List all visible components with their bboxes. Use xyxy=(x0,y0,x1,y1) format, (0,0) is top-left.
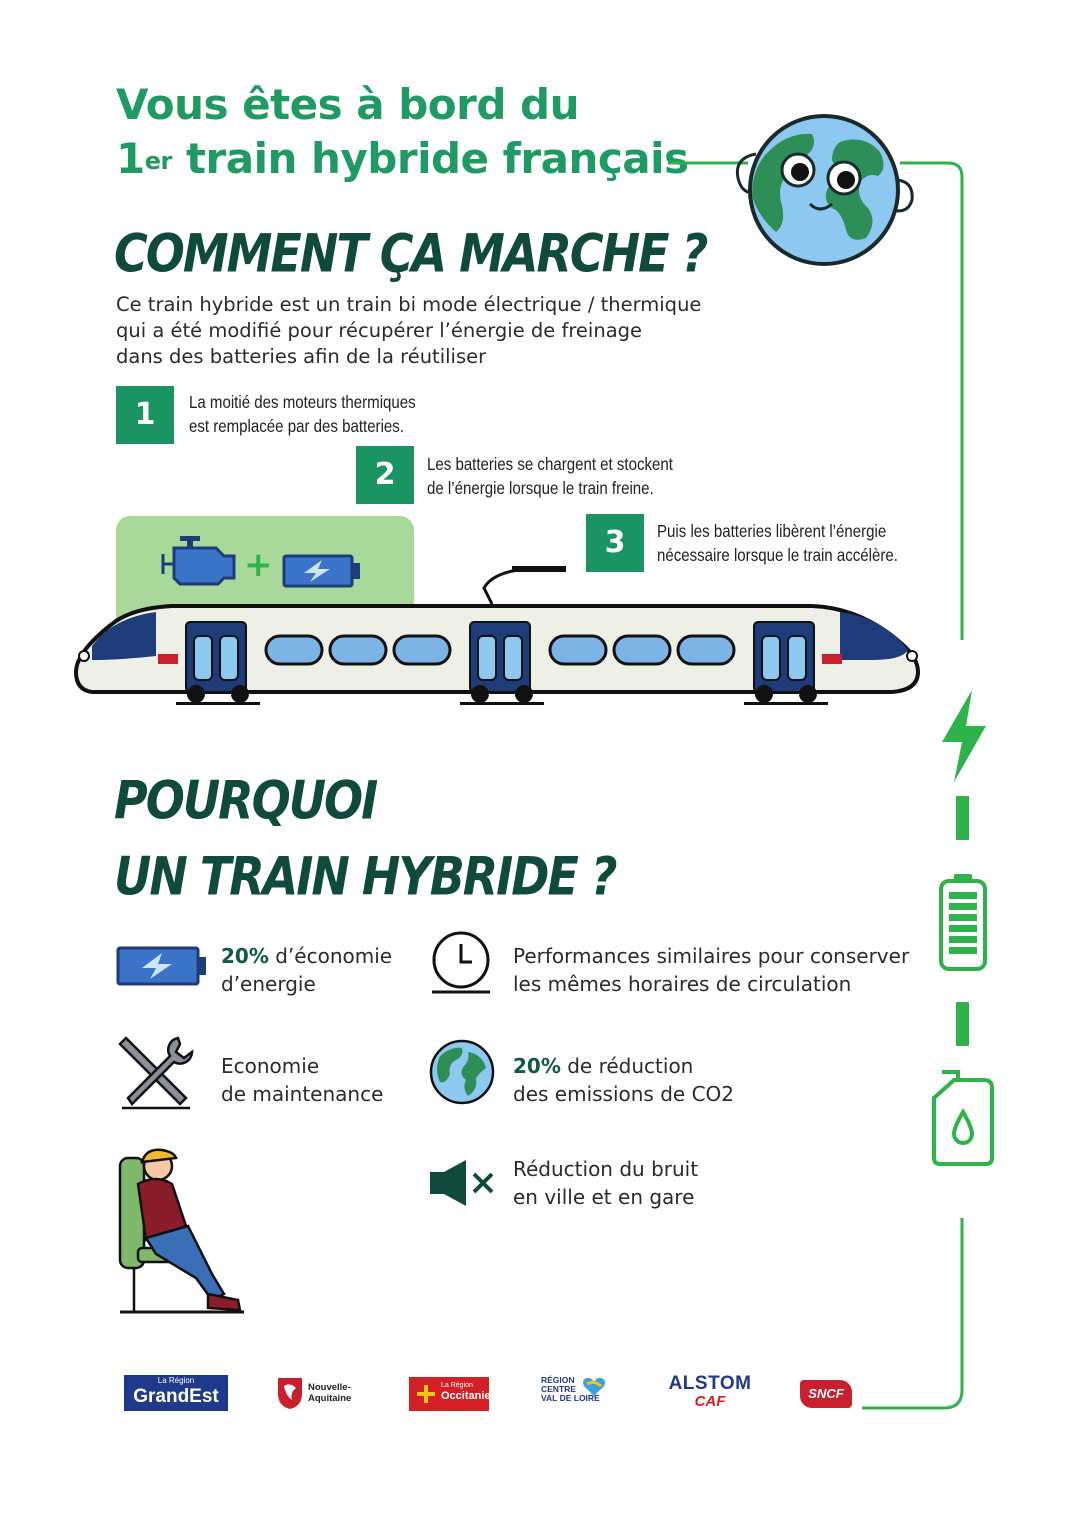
intro-paragraph: Ce train hybride est un train bi mode électrique / thermique qui a été modifié pour récupérer l’énergie de freinage dans des batteries afin de la réutiliser xyxy=(116,293,702,368)
step-2-badge: 2 xyxy=(356,446,414,504)
logo-sncf: SNCF xyxy=(800,1380,852,1408)
earth-mascot-icon xyxy=(728,112,920,268)
logo-nouvelle-aquitaine: Nouvelle-Aquitaine xyxy=(276,1376,360,1410)
title-line-2: 1er train hybride français xyxy=(116,134,689,183)
step-1-badge: 1 xyxy=(116,386,174,444)
logo-alstom-caf: ALSTOM CAF xyxy=(668,1373,752,1410)
tools-icon xyxy=(118,1034,194,1110)
logo-occitanie: La Région Occitanie xyxy=(409,1377,489,1411)
benefit-performance: Performances similaires pour conserver les mêmes horaires de circulation xyxy=(513,944,910,996)
lightning-icon xyxy=(940,690,988,782)
benefit-emissions: 20% de réduction des emissions de CO2 xyxy=(513,1054,734,1106)
seated-passenger-illustration xyxy=(116,1144,246,1316)
title-line-1: Vous êtes à bord du xyxy=(116,80,579,129)
heart-icon xyxy=(581,1376,607,1398)
benefit-maintenance: Economie de maintenance xyxy=(221,1054,384,1106)
benefit-energy: 20% d’économie d’energie xyxy=(221,944,393,996)
section-heading-how: COMMENT ÇA MARCHE ? xyxy=(114,222,707,285)
occitan-cross-icon xyxy=(415,1383,437,1405)
benefit-noise: Réduction du bruit en ville et en gare xyxy=(513,1157,699,1209)
hybrid-train-illustration xyxy=(72,560,928,710)
step-2-text: Les batteries se chargent et stockent de l’énergie lorsque le train freine. xyxy=(427,454,673,498)
globe-icon xyxy=(428,1038,496,1106)
section-heading-why: POURQUOI UN TRAIN HYBRIDE ? xyxy=(114,768,616,907)
step-1-text: La moitié des moteurs thermiques est remplacée par des batteries. xyxy=(189,392,416,436)
step-3-text: Puis les batteries libèrent l’énergie nécessaire lorsque le train accélère. xyxy=(657,521,898,565)
logo-grand-est: La Région GrandEst xyxy=(124,1375,228,1411)
step-3-badge: 3 xyxy=(586,514,644,572)
logo-centre-val-de-loire: RÉGION CENTRE VAL DE LOIRE xyxy=(541,1376,611,1414)
fuel-can-icon xyxy=(928,1068,998,1168)
shield-icon xyxy=(276,1376,304,1410)
battery-icon xyxy=(116,946,208,986)
clock-icon xyxy=(430,930,492,994)
battery-charge-icon xyxy=(938,872,988,972)
mute-speaker-icon xyxy=(428,1158,496,1208)
plus-sign: + xyxy=(244,545,273,585)
